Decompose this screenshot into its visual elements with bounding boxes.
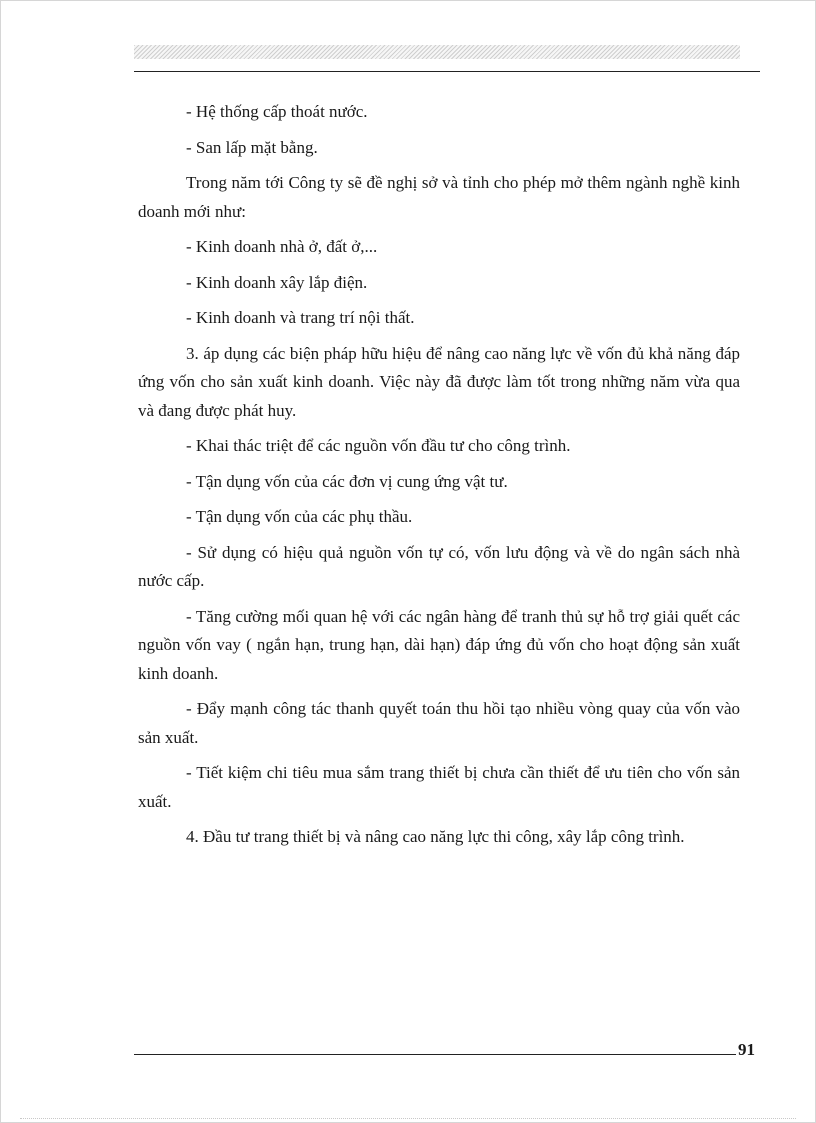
paragraph-subcontractor-capital: - Tận dụng vốn của các phụ thầu.	[186, 507, 413, 526]
page-number: 91	[738, 1040, 755, 1059]
paragraph-cost-saving: - Tiết kiệm chi tiêu mua sắm trang thiết bị chưa cần thiết để ưu tiên cho vốn sản xuất.	[138, 763, 740, 811]
paragraph-interior-decoration: - Kinh doanh và trang trí nội thất.	[186, 308, 415, 327]
paragraph-bank-relations: - Tăng cường mối quan hệ với các ngân hàng để tranh thủ sự hỗ trợ giải quết các nguồn vốn vay ( ngắn hạn, trung hạn, dài hạn) đáp ứng đủ vốn cho hoạt động sản xuất kinh doanh.	[138, 606, 740, 683]
paragraph-electrical-installation: - Kinh doanh xây lắp điện.	[186, 272, 368, 292]
page-edge-dots	[20, 1118, 796, 1119]
paragraph-settlement: - Đẩy mạnh công tác thanh quyết toán thu hồi tạo nhiều vòng quay của vốn vào sản xuất.	[138, 699, 740, 747]
paragraph-new-business-lines: Trong năm tới Công ty sẽ đề nghị sở và tỉnh cho phép mở thêm ngành nghề kinh doanh mới như:	[138, 173, 740, 221]
footer-rule	[134, 1054, 736, 1055]
paragraph-water-supply: - Hệ thống cấp thoát nước.	[186, 102, 368, 121]
paragraph-ground-leveling: - San lấp mặt bằng.	[186, 137, 318, 157]
document-body	[138, 98, 740, 852]
paragraph-housing-business: - Kinh doanh nhà ở, đất ở,...	[186, 237, 378, 256]
paragraph-supplier-capital: - Tận dụng vốn của các đơn vị cung ứng vật tư.	[186, 471, 508, 491]
header-rule	[134, 71, 760, 72]
paragraph-equipment-investment: 4. Đầu tư trang thiết bị và nâng cao năng lực thi công, xây lắp công trình.	[186, 827, 685, 846]
paragraph-exploit-capital: - Khai thác triệt để các nguồn vốn đầu tư cho công trình.	[186, 436, 571, 455]
paragraph-own-capital: - Sử dụng có hiệu quả nguồn vốn tự có, vốn lưu động và về do ngân sách nhà nước cấp.	[138, 542, 740, 590]
header-pattern-band	[134, 45, 740, 59]
paragraph-capital-measures: 3. áp dụng các biện pháp hữu hiệu để nâng cao năng lực về vốn đủ khả năng đáp ứng vốn cho sản xuất kinh doanh. Việc này đã được làm tốt trong những năm vừa qua và đang được phát huy.	[138, 343, 740, 420]
